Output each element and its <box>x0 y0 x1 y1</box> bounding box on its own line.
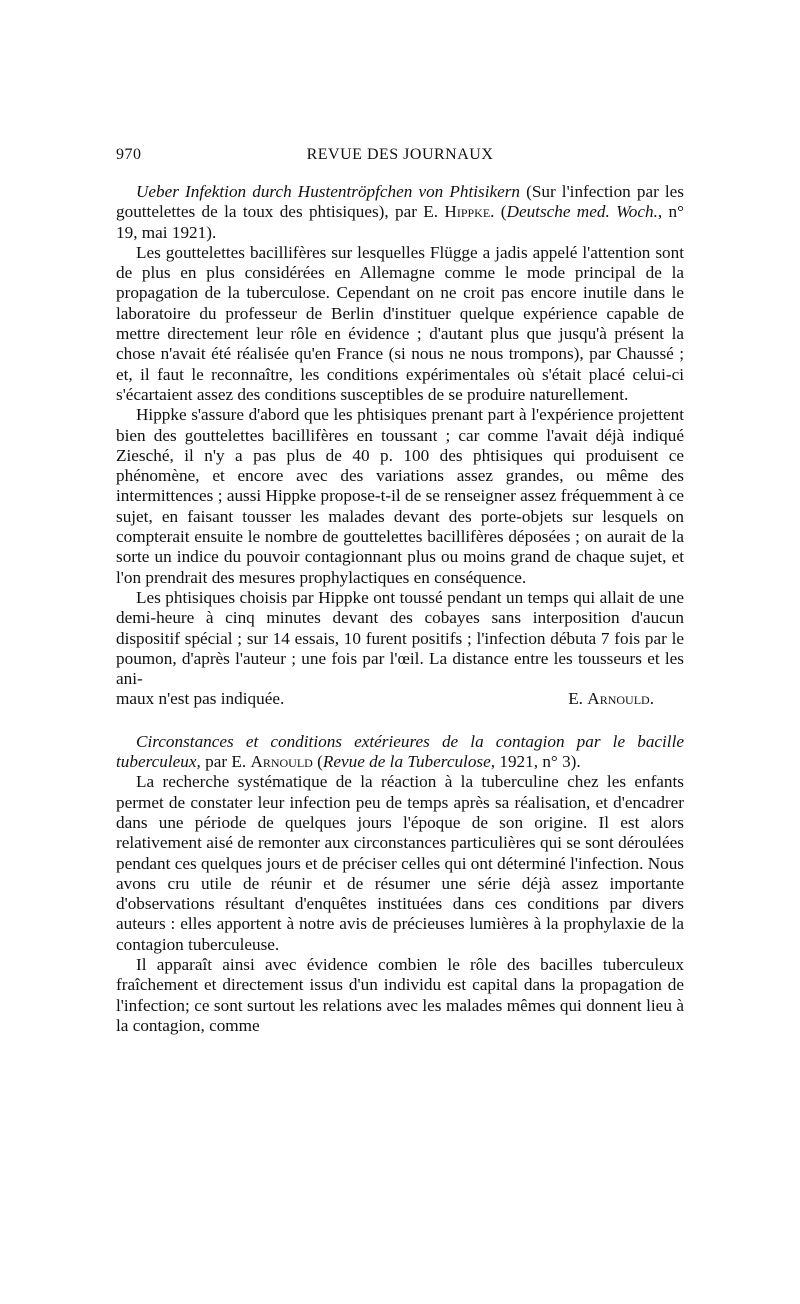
article2-byline: par E. <box>200 752 251 772</box>
article2-title: Circonstances et conditions extérieures de la contagion par le bacille tuberculeux, <box>116 731 684 772</box>
article2-journal: Revue de la Tuberculose <box>322 752 491 772</box>
signature-name: Arnould. <box>587 689 654 709</box>
article1-heading <box>116 182 684 243</box>
article1-author: Hippke <box>444 202 491 222</box>
article1-last-line: maux n'est pas indiquée. <box>116 689 285 709</box>
page-header <box>116 146 684 168</box>
article1-journal: Deutsche med. Woch. <box>506 202 658 222</box>
article2-paragraph-2: Il apparaît ainsi avec évidence combien le rôle des bacilles tuberculeux fraîchement et directement issus d'un individu est capital dans la propagation de l'infection; ce sont surtout les relations avec les malades mêmes qui donnent lieu à la contagion, comme <box>116 954 684 1035</box>
page-body <box>116 182 684 1036</box>
article2-author: Arnould <box>250 752 313 772</box>
article2-heading <box>116 732 684 773</box>
article2-paragraph-1: La recherche systématique de la réaction à la tuberculine chez les enfants permet de constater leur infection peu de temps après sa réalisation, et d'encadrer dans une période de quelques jours l'époque de son origine. Il est alors relativement aisé de remonter aux circonstances particulières qui se sont déroulées pendant ces quelques jours et de préciser celles qui ont déterminé l'infection. Nous avons cru utile de réunir et de résumer une série déjà assez importante d'observations résultant d'enquêtes instituées dans ces conditions par divers auteurs : elles apportent à notre avis de précieuses lumières à la prophylaxie de la contagion tuberculeuse. <box>116 772 684 954</box>
article1-paragraph-3: Les phtisiques choisis par Hippke ont toussé pendant un temps qui allait de une demi-heure à cinq minutes devant des cobayes sans interposition d'aucun dispositif spécial ; sur 14 essais, 10 furent positifs ; l'infection débuta 7 fois par le poumon, d'après l'auteur ; une fois par l'œil. La distance entre les tousseurs et les ani- <box>116 587 684 689</box>
article1-source-details: , n° 19, mai 1921). <box>116 202 685 242</box>
article2-source-details: , 1921, n° 3). <box>490 752 581 772</box>
article1-signature <box>568 689 684 709</box>
article1-paragraph-1: Les gouttelettes bacillifères sur lesquelles Flügge a jadis appelé l'attention sont de plus en plus considérées en Allemagne comme le mode principal de la propagation de la tuberculose. Cependant on ne croit pas encore inutile dans le laboratoire du professeur de Berlin d'instituer quelque expérience capable de mettre directement leur rôle en évidence ; d'autant plus que jusqu'à présent la chose n'avait été réalisée qu'en France (si nous ne nous trompons), par Chaussé ; et, il faut le reconnaître, les conditions expérimentales où s'était placé celui-ci s'écartaient assez des conditions susceptibles de se produire naturellement. <box>116 242 684 404</box>
page-number: 970 <box>116 146 142 163</box>
article1-title-translation: (Sur l'infection par les gouttelettes de la toux des phtisiques), par E. <box>116 182 684 222</box>
running-title: REVUE DES JOURNAUX <box>306 146 494 163</box>
article1-source-open: . ( <box>490 202 507 222</box>
article2-source-open: ( <box>312 752 323 772</box>
signature-initial: E. <box>568 689 588 709</box>
article-separator <box>116 710 684 732</box>
article1-paragraph-2: Hippke s'assure d'abord que les phtisiques prenant part à l'expérience projettent bien des gouttelettes bacillifères en toussant ; car comme l'avait déjà indiqué Ziesché, il n'y a pas plus de 40 p. 100 des phtisiques qui produisent ce phénomène, et encore avec des variations assez grandes, ou même des intermittences ; aussi Hippke propose-t-il de se renseigner assez fréquemment à ce sujet, en faisant tousser les malades devant des porte-objets sur lesquels on compterait ensuite le nombre de gouttelettes bacillifères déposées ; on aurait de la sorte un indice du pouvoir contagionnant plus ou moins grand de chaque sujet, et l'on prendrait des mesures prophylactiques en conséquence. <box>116 405 684 587</box>
article1-title: Ueber Infektion durch Hustentröpfchen von Phtisikern <box>136 182 521 201</box>
article1-closing-line <box>116 689 684 709</box>
